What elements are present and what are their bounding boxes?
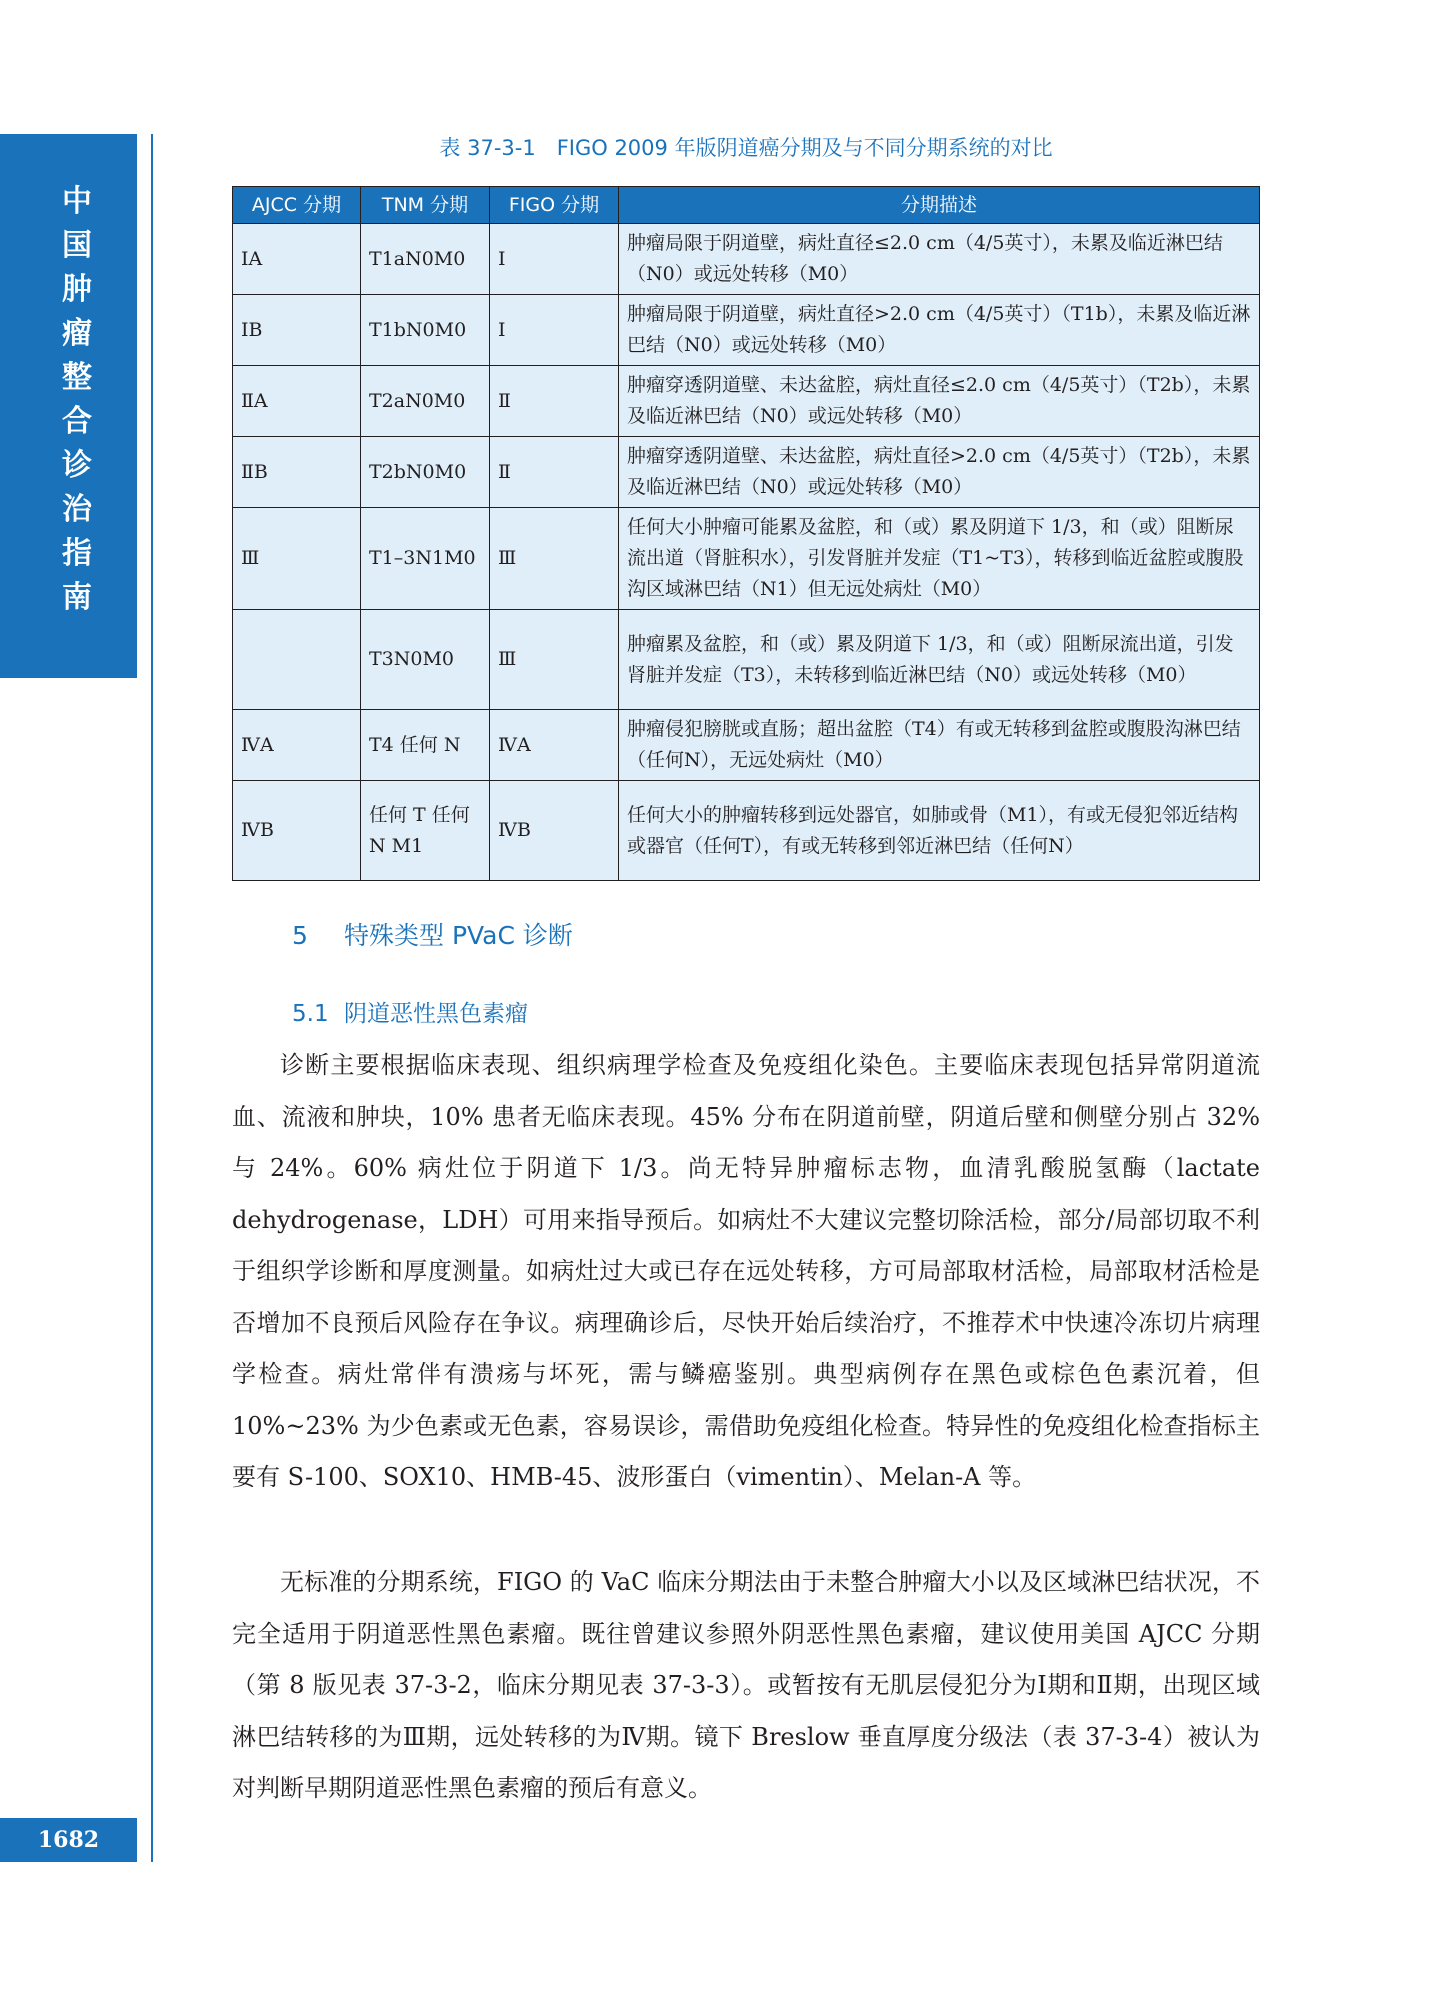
book-title-char: 国	[62, 228, 92, 263]
cell-description: 肿瘤穿透阴道壁、未达盆腔，病灶直径≤2.0 cm（4/5英寸）（T2b），未累及临近淋巴结（N0）或远处转移（M0）	[619, 366, 1260, 437]
table-row	[233, 437, 1260, 508]
paragraph: 无标准的分期系统，FIGO 的 VaC 临床分期法由于未整合肿瘤大小以及区域淋巴结状况，不完全适用于阴道恶性黑色素瘤。既往曾建议参照外阴恶性黑色素瘤，建议使用美国 AJCC 分期（第 8 版见表 37-3-2，临床分期见表 37-3-3）。或暂按有无肌层侵犯分为Ⅰ期和Ⅱ期，出现区域淋巴结转移的为Ⅲ期，远处转移的为Ⅳ期。镜下 Breslow 垂直厚度分级法（表 37-3-4）被认为对判断早期阴道恶性黑色素瘤的预后有意义。	[232, 1568, 1260, 1802]
book-title-char: 合	[62, 404, 92, 439]
cell-tnm: T1bN0M0	[361, 295, 490, 366]
cell-figo: ⅣA	[490, 710, 619, 781]
book-title-char: 整	[62, 360, 92, 395]
cell-description: 肿瘤局限于阴道壁，病灶直径≤2.0 cm（4/5英寸），未累及临近淋巴结（N0）或远处转移（M0）	[619, 224, 1260, 295]
section-heading	[292, 918, 573, 954]
cell-ajcc: ⅣA	[233, 710, 361, 781]
cell-figo: Ⅱ	[490, 437, 619, 508]
cell-tnm: T1aN0M0	[361, 224, 490, 295]
cell-description: 任何大小肿瘤可能累及盆腔，和（或）累及阴道下 1/3，和（或）阻断尿流出道（肾脏积水），引发肾脏并发症（T1~T3），转移到临近盆腔或腹股沟区域淋巴结（N1）但无远处病灶（M0）	[619, 508, 1260, 610]
table-row	[233, 295, 1260, 366]
margin-rule	[151, 134, 153, 1862]
table-row	[233, 710, 1260, 781]
header-figo: FIGO 分期	[490, 187, 619, 224]
subsection-number: 5.1	[292, 1001, 329, 1027]
cell-description: 肿瘤穿透阴道壁、未达盆腔，病灶直径>2.0 cm（4/5英寸）（T2b），未累及临近淋巴结（N0）或远处转移（M0）	[619, 437, 1260, 508]
book-title-char: 治	[62, 492, 92, 527]
staging-table	[232, 186, 1260, 881]
book-title-char: 诊	[62, 448, 92, 483]
cell-description: 肿瘤累及盆腔，和（或）累及阴道下 1/3，和（或）阻断尿流出道，引发肾脏并发症（T3），未转移到临近淋巴结（N0）或远处转移（M0）	[619, 610, 1260, 710]
table-header-row	[233, 187, 1260, 224]
book-title-char: 指	[62, 536, 92, 571]
book-title-char: 肿	[62, 272, 92, 307]
table-row	[233, 508, 1260, 610]
cell-ajcc: ⅡA	[233, 366, 361, 437]
page-number: 1682	[0, 1818, 137, 1862]
cell-description: 肿瘤侵犯膀胱或直肠；超出盆腔（T4）有或无转移到盆腔或腹股沟淋巴结（任何N），无远处病灶（M0）	[619, 710, 1260, 781]
cell-tnm: T2aN0M0	[361, 366, 490, 437]
header-description: 分期描述	[619, 187, 1260, 224]
cell-tnm: T2bN0M0	[361, 437, 490, 508]
book-title-char: 南	[62, 580, 92, 615]
paragraph: 诊断主要根据临床表现、组织病理学检查及免疫组化染色。主要临床表现包括异常阴道流血、流液和肿块，10% 患者无临床表现。45% 分布在阴道前壁，阴道后壁和侧壁分别占 32% 与 24%。60% 病灶位于阴道下 1/3。尚无特异肿瘤标志物，血清乳酸脱氢酶（lactate dehydrogenase，LDH）可用来指导预后。如病灶不大建议完整切除活检，部分/局部切取不利于组织学诊断和厚度测量。如病灶过大或已存在远处转移，方可局部取材活检，局部取材活检是否增加不良预后风险存在争议。病理确诊后，尽快开始后续治疗，不推荐术中快速冷冻切片病理学检查。病灶常伴有溃疡与坏死，需与鳞癌鉴别。典型病例存在黑色或棕色色素沉着，但 10%~23% 为少色素或无色素，容易误诊，需借助免疫组化检查。特异性的免疫组化检查指标主要有 S-100、SOX10、HMB-45、波形蛋白（vimentin）、Melan-A 等。	[232, 1051, 1260, 1491]
cell-figo: Ⅰ	[490, 295, 619, 366]
cell-description: 任何大小的肿瘤转移到远处器官，如肺或骨（M1），有或无侵犯邻近结构或器官（任何T），有或无转移到邻近淋巴结（任何N）	[619, 781, 1260, 881]
cell-ajcc: ⅠB	[233, 295, 361, 366]
table-row	[233, 610, 1260, 710]
cell-figo: Ⅲ	[490, 610, 619, 710]
header-ajcc: AJCC 分期	[233, 187, 361, 224]
section-number: 5	[292, 921, 308, 950]
subsection-title: 阴道恶性黑色素瘤	[344, 1001, 528, 1027]
cell-tnm: T3N0M0	[361, 610, 490, 710]
book-title-char: 瘤	[62, 316, 92, 351]
cell-ajcc	[233, 610, 361, 710]
cell-description: 肿瘤局限于阴道壁，病灶直径>2.0 cm（4/5英寸）（T1b），未累及临近淋巴结（N0）或远处转移（M0）	[619, 295, 1260, 366]
cell-ajcc: Ⅲ	[233, 508, 361, 610]
cell-ajcc: ⅣB	[233, 781, 361, 881]
cell-tnm: T4 任何 N	[361, 710, 490, 781]
cell-ajcc: ⅠA	[233, 224, 361, 295]
cell-tnm: 任何 T 任何 N M1	[361, 781, 490, 881]
cell-ajcc: ⅡB	[233, 437, 361, 508]
cell-tnm: T1–3N1M0	[361, 508, 490, 610]
header-tnm: TNM 分期	[361, 187, 490, 224]
cell-figo: Ⅱ	[490, 366, 619, 437]
book-title-char: 中	[62, 184, 92, 219]
section-title: 特殊类型 PVaC 诊断	[344, 921, 573, 950]
cell-figo: Ⅰ	[490, 224, 619, 295]
cell-figo: ⅣB	[490, 781, 619, 881]
table-row	[233, 224, 1260, 295]
subsection-heading	[292, 997, 528, 1031]
table-row	[233, 781, 1260, 881]
table-caption: 表 37-3-1 FIGO 2009 年版阴道癌分期及与不同分期系统的对比	[439, 136, 1053, 160]
book-title-vertical	[0, 180, 154, 620]
cell-figo: Ⅲ	[490, 508, 619, 610]
table-row	[233, 366, 1260, 437]
